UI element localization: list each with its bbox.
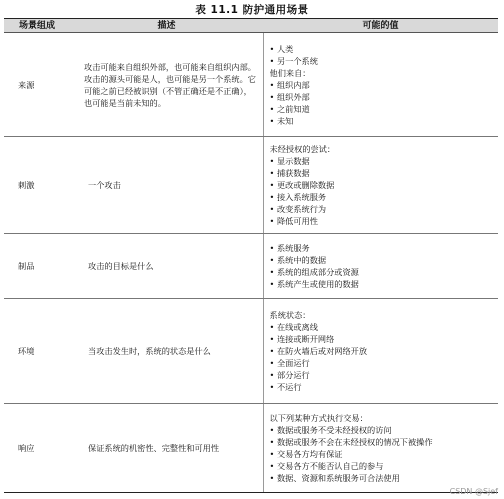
list-item: • 捕获数据 [270,167,499,179]
row-possible-values [263,404,498,493]
row-component-name: 环境 [4,299,70,404]
table-row [4,33,498,137]
row-possible-values [263,33,498,137]
list-item: • 降低可用性 [270,215,499,227]
table-row [4,299,498,404]
list-item: • 之前知道 [270,103,499,115]
values-list [270,309,499,393]
row-possible-values [263,234,498,299]
list-item: • 系统产生或使用的数据 [270,278,499,290]
list-item: • 在防火墙后或对网络开放 [270,345,499,357]
row-component-name: 制品 [4,234,70,299]
row-description: 当攻击发生时，系统的状态是什么 [70,299,263,404]
list-item: 以下列某种方式执行交易： [269,413,368,423]
list-item: 系统状态： [269,310,311,320]
row-possible-values [263,299,498,404]
list-item: • 数据或服务不会在未经授权的情况下被操作 [270,436,499,448]
list-item: • 数据或服务不受未经授权的访问 [270,424,499,436]
watermark: CSDN @Sjef [449,487,498,496]
list-item: • 系统的组成部分或资源 [270,266,499,278]
values-list [270,43,499,127]
list-item: • 交易各方均有保证 [270,448,499,460]
list-item: • 系统中的数据 [270,254,499,266]
row-description: 保证系统的机密性、完整性和可用性 [70,404,263,493]
table-row [4,234,498,299]
row-description: 一个攻击 [70,137,263,234]
table-header-row [4,19,498,33]
list-item: • 显示数据 [270,155,499,167]
list-item: • 全面运行 [270,357,499,369]
table-row [4,404,498,493]
list-item: • 组织外部 [270,91,499,103]
list-item: • 接入系统服务 [270,191,499,203]
row-component-name: 响应 [4,404,70,493]
list-item: • 更改或删除数据 [270,179,499,191]
header-description: 描述 [70,19,263,33]
list-item: • 在线或离线 [270,321,499,333]
header-possible-values: 可能的值 [263,19,498,33]
list-item: • 人类 [270,43,499,55]
list-item: • 另一个系统 [270,55,499,67]
values-list [270,242,499,290]
row-component-name: 刺激 [4,137,70,234]
values-list [270,143,499,227]
list-item: • 系统服务 [270,242,499,254]
list-item: • 部分运行 [270,369,499,381]
table-caption: 表 11.1 防护通用场景 [195,4,309,16]
list-item: • 交易各方不能否认自己的参与 [270,460,499,472]
scenario-table [4,18,498,493]
values-list [270,412,499,484]
header-component: 场景组成 [4,19,70,33]
row-description: 攻击可能来自组织外部，也可能来自组织内部。攻击的源头可能是人，也可能是另一个系统。它可能之前已经被识别（不管正确还是不正确），也可能是当前未知的。 [70,33,263,137]
list-item: • 改变系统行为 [270,203,499,215]
row-description: 攻击的目标是什么 [70,234,263,299]
table-row [4,137,498,234]
list-item: • 数据、资源和系统服务可合法使用 [270,472,499,484]
list-item: 未经授权的尝试： [269,144,336,154]
list-item: • 组织内部 [270,79,499,91]
list-item: • 不运行 [270,381,499,393]
list-item: • 未知 [270,115,499,127]
row-possible-values [263,137,498,234]
list-item: 他们来自： [269,67,311,78]
list-item: • 连接或断开网络 [270,333,499,345]
row-component-name: 来源 [4,33,70,137]
